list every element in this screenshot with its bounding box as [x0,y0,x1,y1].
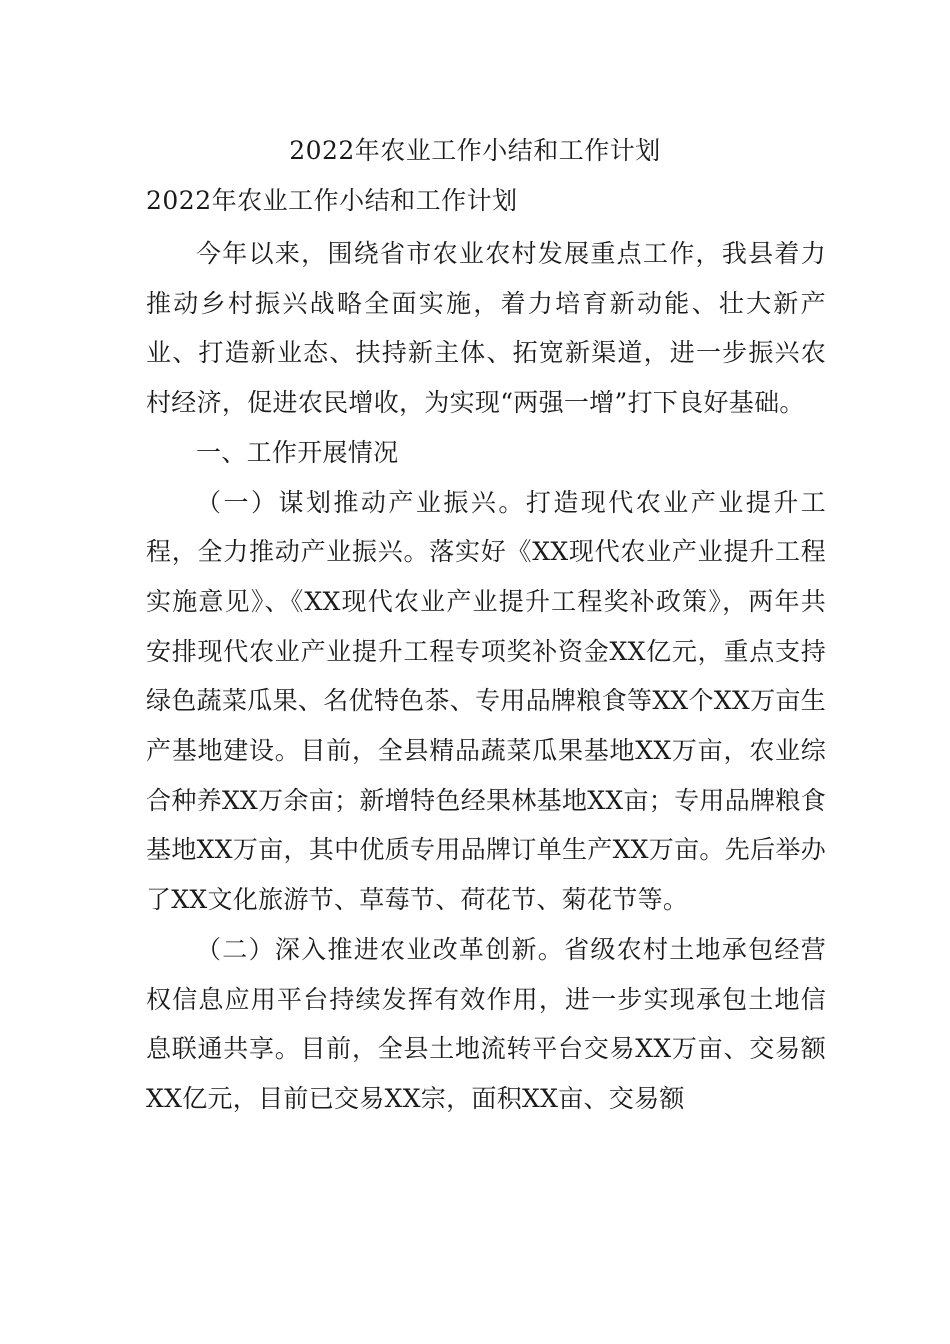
section-heading-work-status: 一、工作开展情况 [196,437,399,467]
document-title: 2022年农业工作小结和工作计划 [289,136,661,165]
paragraph-industry-revitalization: （一）谋划推动产业振兴。打造现代农业产业提升工程，全力推动产业振兴。落实好《XX现代农业产业提升工程实施意见》、《XX现代农业产业提升工程奖补政策》，两年共安排现代农业产业提升工程专项奖补资金XX亿元，重点支持绿色蔬菜瓜果、名优特色茶、专用品牌粮食等XX个XX万亩生产基地建设。目前，全县精品蔬菜瓜果基地XX万亩，农业综合种养XX万余亩；新增特色经果林基地XX亩；专用品牌粮食基地XX万亩，其中优质专用品牌订单生产XX万亩。先后举办了XX文化旅游节、草莓节、荷花节、菊花节等。 [146,487,826,915]
document-body [146,229,826,1124]
document-subtitle: 2022年农业工作小结和工作计划 [146,186,518,215]
paragraph-agricultural-reform: （二）深入推进农业改革创新。省级农村土地承包经营权信息应用平台持续发挥有效作用，进一步实现承包土地信息联通共享。目前，全县土地流转平台交易XX万亩、交易额XX亿元，目前已交易XX宗，面积XX亩、交易额 [146,934,826,1113]
paragraph-intro: 今年以来，围绕省市农业农村发展重点工作，我县着力推动乡村振兴战略全面实施，着力培育新动能、壮大新产业、打造新业态、扶持新主体、拓宽新渠道，进一步振兴农村经济，促进农民增收，为实现“两强一增”打下良好基础。 [146,239,826,418]
